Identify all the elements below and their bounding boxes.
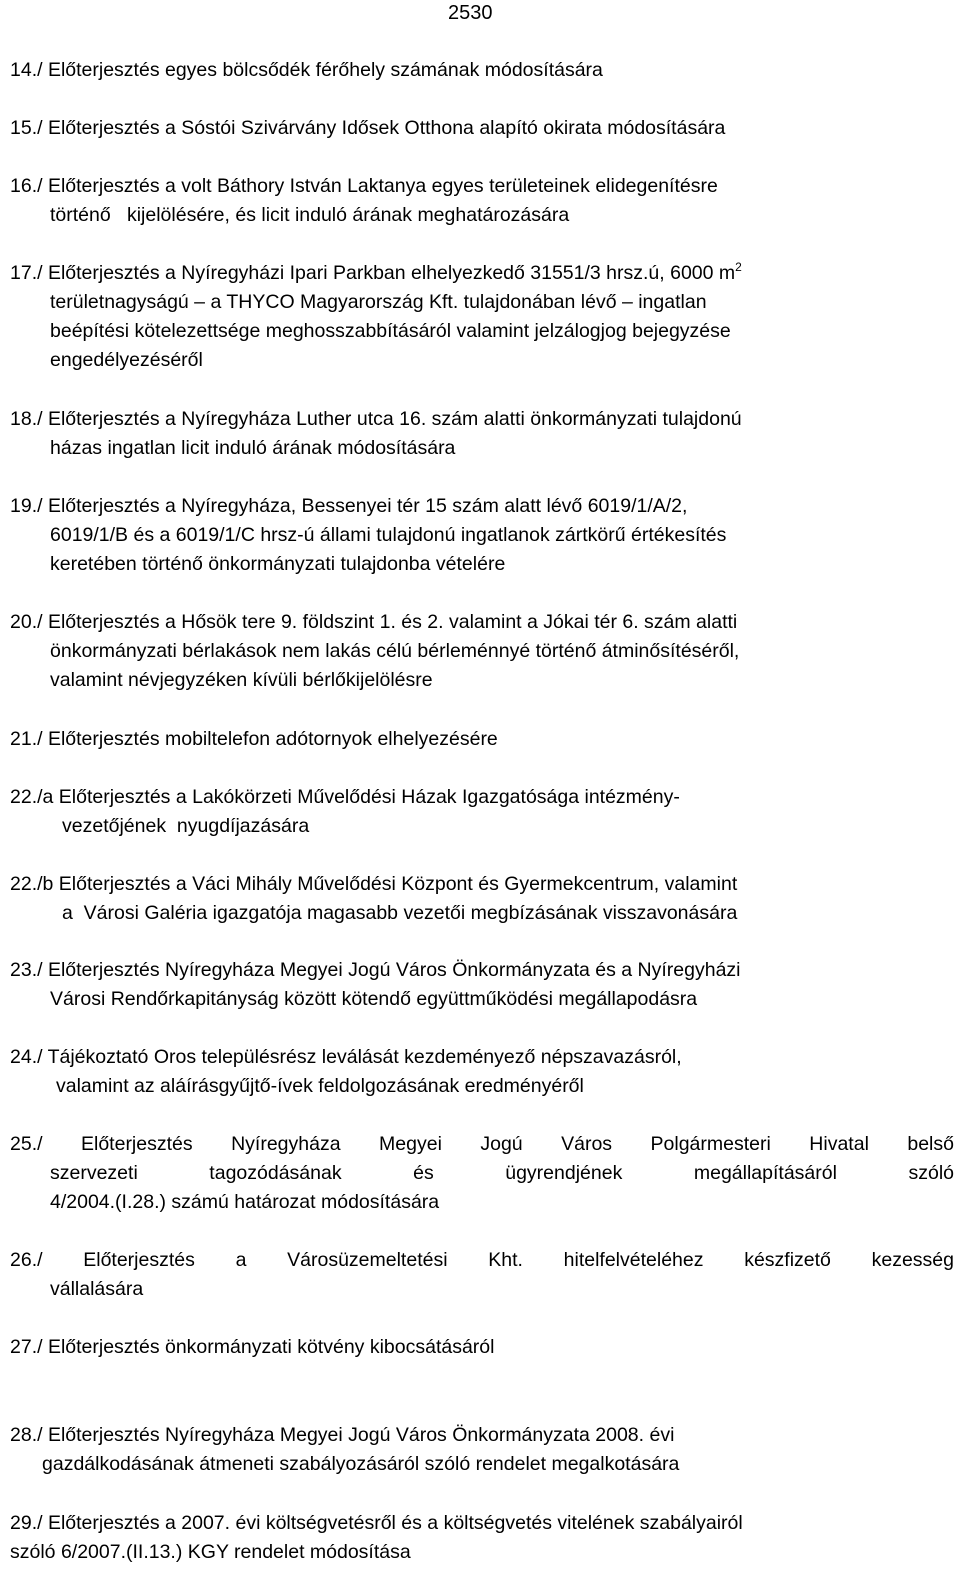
agenda-item-16: [10, 172, 954, 230]
agenda-item-22a: [10, 783, 954, 841]
agenda-item-27: [10, 1333, 954, 1362]
agenda-item-line: szóló 6/2007.(II.13.) KGY rendelet módosítása: [10, 1541, 411, 1563]
agenda-item-line: engedélyezéséről: [50, 349, 203, 371]
agenda-item-line: vállalására: [50, 1278, 144, 1300]
agenda-item-line: beépítési kötelezettsége meghosszabbításáról valamint jelzálogjog bejegyzése: [50, 320, 731, 342]
agenda-item-line: keretében történő önkormányzati tulajdonba vételére: [50, 553, 506, 575]
agenda-item-line: 23./ Előterjesztés Nyíregyháza Megyei Jogú Város Önkormányzata és a Nyíregyházi: [10, 959, 741, 981]
agenda-item-26: [10, 1246, 954, 1304]
page-number: 2530: [448, 2, 493, 24]
agenda-item-line: 24./ Tájékoztató Oros településrész leválását kezdeményező népszavazásról,: [10, 1046, 682, 1068]
agenda-item-line: területnagyságú – a THYCO Magyarország Kft. tulajdonában lévő – ingatlan: [50, 291, 707, 313]
agenda-item-line: 22./a Előterjesztés a Lakókörzeti Művelődési Házak Igazgatósága intézmény-: [10, 786, 680, 808]
agenda-item-line: vezetőjének nyugdíjazására: [62, 815, 310, 837]
agenda-item-line: a Városi Galéria igazgatója magasabb vezetői megbízásának visszavonására: [62, 902, 738, 924]
agenda-item-22b: [10, 870, 954, 928]
agenda-item-line: valamint névjegyzéken kívüli bérlőkijelölésre: [50, 669, 433, 691]
agenda-item-14: [10, 56, 954, 85]
agenda-item-line: történő kijelölésére, és licit induló árának meghatározására: [50, 204, 570, 226]
agenda-item-line: Városi Rendőrkapitányság között kötendő együttműködési megállapodásra: [50, 988, 698, 1010]
agenda-item-line: 21./ Előterjesztés mobiltelefon adótornyok elhelyezésére: [10, 728, 498, 750]
agenda-item-line: házas ingatlan licit induló árának módosítására: [50, 437, 456, 459]
agenda-item-23: [10, 956, 954, 1014]
agenda-item-line: 15./ Előterjesztés a Sóstói Szivárvány Idősek Otthona alapító okirata módosítására: [10, 117, 726, 139]
agenda-item-29: [10, 1509, 954, 1567]
agenda-item-line: szervezeti tagozódásának és ügyrendjének megállapításáról szóló: [50, 1162, 954, 1184]
agenda-item-line: 17./ Előterjesztés a Nyíregyházi Ipari Parkban elhelyezkedő 31551/3 hrsz.ú, 6000 m: [10, 262, 736, 284]
agenda-item-line: 29./ Előterjesztés a 2007. évi költségvetésről és a költségvetés vitelének szabályairól: [10, 1512, 743, 1534]
superscript: 2: [735, 260, 742, 274]
agenda-item-19: [10, 492, 954, 579]
agenda-item-line: 6019/1/B és a 6019/1/C hrsz-ú állami tulajdonú ingatlanok zártkörű értékesítés: [50, 524, 727, 546]
agenda-item-line: 19./ Előterjesztés a Nyíregyháza, Bessenyei tér 15 szám alatt lévő 6019/1/A/2,: [10, 495, 688, 517]
agenda-item-15: [10, 114, 954, 143]
agenda-item-line: 18./ Előterjesztés a Nyíregyháza Luther utca 16. szám alatti önkormányzati tulajdonú: [10, 408, 742, 430]
agenda-item-21: [10, 725, 954, 754]
agenda-item-28: [10, 1421, 954, 1479]
agenda-item-24: [10, 1043, 954, 1101]
agenda-item-line: 16./ Előterjesztés a volt Báthory István Laktanya egyes területeinek elidegenítésre: [10, 175, 718, 197]
agenda-item-line: 26./ Előterjesztés a Városüzemeltetési Kht. hitelfelvételéhez készfizető kezesség: [10, 1249, 954, 1271]
agenda-item-line: gazdálkodásának átmeneti szabályozásáról szóló rendelet megalkotására: [42, 1453, 680, 1475]
agenda-item-20: [10, 608, 954, 695]
agenda-item-line: 22./b Előterjesztés a Váci Mihály Művelődési Központ és Gyermekcentrum, valamint: [10, 873, 738, 895]
agenda-item-line: 14./ Előterjesztés egyes bölcsődék férőhely számának módosítására: [10, 59, 603, 81]
agenda-item-line: önkormányzati bérlakások nem lakás célú bérleménnyé történő átminősítéséről,: [50, 640, 740, 662]
agenda-item-25: [10, 1130, 954, 1217]
agenda-item-18: [10, 405, 954, 463]
agenda-item-line: 28./ Előterjesztés Nyíregyháza Megyei Jogú Város Önkormányzata 2008. évi: [10, 1424, 675, 1446]
agenda-item-line: 25./ Előterjesztés Nyíregyháza Megyei Jogú Város Polgármesteri Hivatal belső: [10, 1133, 954, 1155]
agenda-item-line: 20./ Előterjesztés a Hősök tere 9. földszint 1. és 2. valamint a Jókai tér 6. szám alatti: [10, 611, 738, 633]
agenda-item-17: [10, 259, 954, 375]
agenda-item-line: 4/2004.(I.28.) számú határozat módosítására: [50, 1191, 440, 1213]
agenda-item-line: valamint az aláírásgyűjtő-ívek feldolgozásának eredményéről: [56, 1075, 584, 1097]
agenda-item-line: 27./ Előterjesztés önkormányzati kötvény kibocsátásáról: [10, 1336, 495, 1358]
